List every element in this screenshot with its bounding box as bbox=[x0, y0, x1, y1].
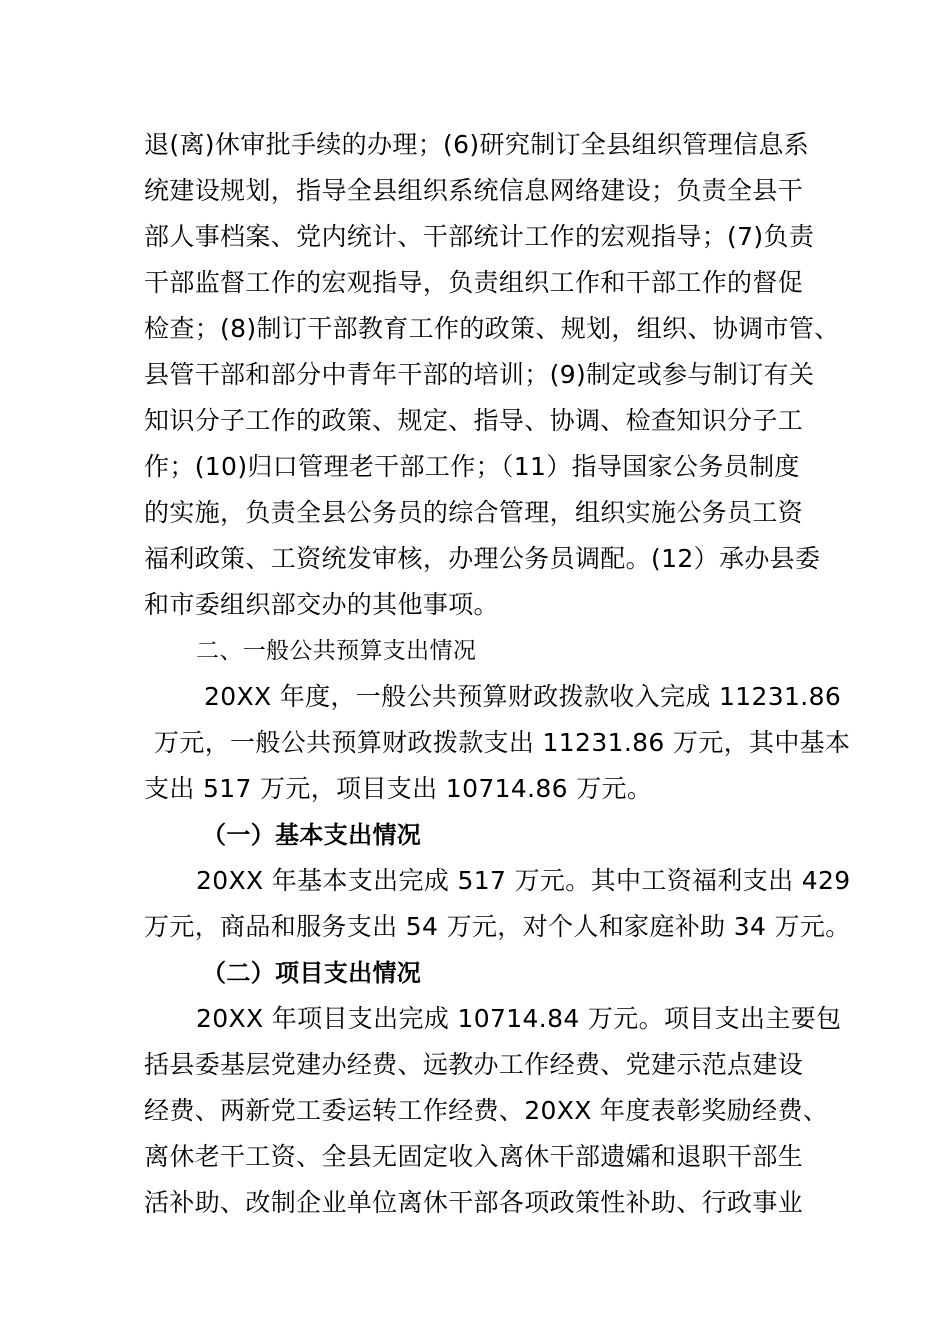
text-line: 县管干部和部分中青年干部的培训；(9)制定或参与制订有关 bbox=[144, 360, 815, 389]
section-heading: 二、一般公共预算支出情况 bbox=[196, 638, 477, 664]
paragraph-line: 万元，商品和服务支出 54 万元，对个人和家庭补助 34 万元。 bbox=[144, 912, 851, 941]
paragraph-line: 支出 517 万元，项目支出 10714.86 万元。 bbox=[144, 774, 653, 803]
text-line: 统建设规划，指导全县组织系统信息网络建设；负责全县干 bbox=[144, 176, 804, 205]
text-line: 作；(10)归口管理老干部工作；（11）指导国家公务员制度 bbox=[144, 452, 800, 481]
paragraph-line: 离休老干工资、全县无固定收入离休干部遗孀和退职干部生 bbox=[144, 1142, 804, 1171]
text-line: 部人事档案、党内统计、干部统计工作的宏观指导；(7)负责 bbox=[144, 222, 815, 251]
text-line: 福利政策、工资统发审核，办理公务员调配。(12）承办县委 bbox=[144, 544, 821, 573]
text-line: 检查；(8)制订干部教育工作的政策、规划，组织、协调市管、 bbox=[144, 314, 840, 343]
paragraph-line: 括县委基层党建办经费、远教办工作经费、党建示范点建设 bbox=[144, 1050, 804, 1079]
subsection-heading: （一）基本支出情况 bbox=[202, 821, 422, 849]
paragraph-line: 活补助、改制企业单位离休干部各项政策性补助、行政事业 bbox=[144, 1188, 804, 1217]
text-line: 知识分子工作的政策、规定、指导、协调、检查知识分子工 bbox=[144, 406, 804, 435]
paragraph-line: 经费、两新党工委运转工作经费、20XX 年度表彰奖励经费、 bbox=[144, 1096, 829, 1125]
document-body bbox=[144, 122, 851, 1226]
text-line: 和市委组织部交办的其他事项。 bbox=[144, 590, 499, 619]
text-line: 干部监督工作的宏观指导，负责组织工作和干部工作的督促 bbox=[144, 268, 804, 297]
text-line: 退(离)休审批手续的办理；(6)研究制订全县组织管理信息系 bbox=[144, 130, 810, 159]
paragraph-line: 20XX 年项目支出完成 10714.84 万元。项目支出主要包 bbox=[196, 1004, 842, 1033]
paragraph-line: 万元，一般公共预算财政拨款支出 11231.86 万元，其中基本 bbox=[154, 728, 851, 757]
paragraph-line: 20XX 年基本支出完成 517 万元。其中工资福利支出 429 bbox=[196, 866, 851, 895]
subsection-heading: （二）项目支出情况 bbox=[202, 959, 422, 987]
text-line: 的实施，负责全县公务员的综合管理，组织实施公务员工资 bbox=[144, 498, 804, 527]
paragraph-line: 20XX 年度，一般公共预算财政拨款收入完成 11231.86 bbox=[204, 682, 842, 711]
